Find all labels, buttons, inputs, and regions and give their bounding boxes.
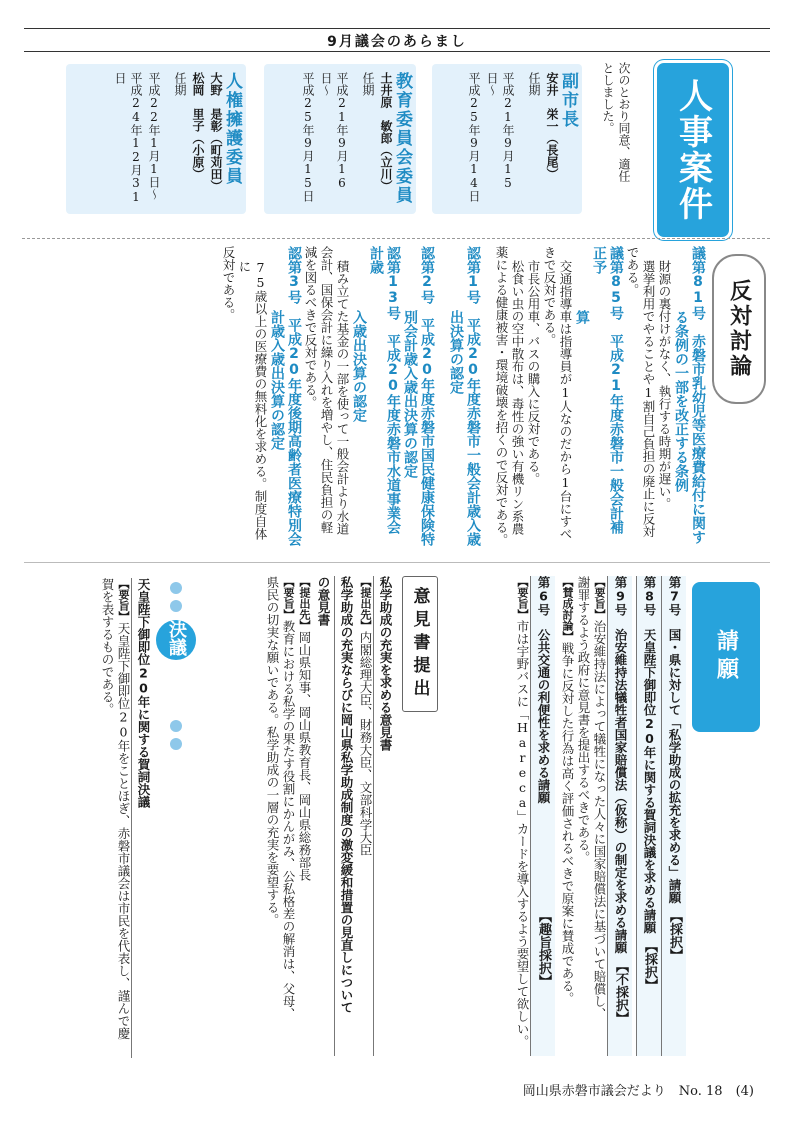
item-title-line2: 計歳入歳出決算の認定 <box>269 310 285 450</box>
card-title: 教育委員会委員 <box>392 72 412 205</box>
opinion-dest <box>357 576 373 1056</box>
item-body-2: 選挙利用でやることや1割自己負担の廃止に反対 <box>641 260 656 538</box>
item-number: 認第2号 <box>419 246 435 304</box>
petition-title: 天皇陛下御即位20年に関する賀詞決議を求める請願 <box>642 628 657 934</box>
item-body-3: 市長公用車、バスの購入に反対である。 <box>526 260 541 485</box>
ketsugi-gist-1 <box>115 578 131 1058</box>
item-body-3: である。 <box>625 246 640 296</box>
debate-tag: 【賛成討論】 <box>561 576 574 642</box>
card-title: 副市長 <box>558 72 578 129</box>
gist-text: 市は宇野バスに「Hareca」カードを導入するよう要望して欲しい。 <box>515 620 530 1048</box>
item-title-line2: 別会計歳入歳出決算の認定 <box>402 310 418 478</box>
item-title <box>689 246 706 546</box>
card-name: 土井原 敏郎（立川） <box>379 72 393 192</box>
item-title-line1: 平成21年度赤磐市一般会計補正予 <box>591 246 624 534</box>
gist-tag: 【要旨】 <box>117 578 130 622</box>
item-body-3: 減を図るべきで反対である。 <box>303 246 318 409</box>
petition-debate <box>559 576 575 1056</box>
jinji-badge: 人事案件 <box>654 60 732 240</box>
petition-title: 国・県に対して「私学助成の拡充を求める」請願 <box>667 628 682 904</box>
opinion-gist-1 <box>280 576 296 1056</box>
item-body-1: 交通指導車は指導員が1人なのだから1台にすべ <box>558 260 573 540</box>
card-term-to: 平成25年9月14日 <box>467 72 481 202</box>
petition-title: 治安維持法犠牲者国家賠償法（仮称）の制定を求める請願 <box>613 628 628 954</box>
opinion-title-line2: の意見書 <box>316 576 331 626</box>
decor-dot <box>170 720 182 732</box>
item-title-line1: 平成20年度後期高齢者医療特別会 <box>286 318 302 546</box>
petition-heading <box>666 576 682 1056</box>
decor-dot <box>170 600 182 612</box>
ketsugi-badge-1 <box>156 620 196 660</box>
opinion-title-line1: 私学助成の充実ならびに岡山県私学助成制度の激変緩和措置の見直しについて <box>334 576 357 1056</box>
petition-gist-1 <box>591 576 607 1056</box>
opinion-title: 私学助成の充実を求める意見書 <box>373 576 396 1056</box>
item-title-line2: 入歳出決算の認定 <box>351 310 367 422</box>
hantai-item-85 <box>493 246 624 546</box>
item-body-1: 財源の裏付けがなく、執行する時期が遅い。 <box>657 260 672 510</box>
petition-6 <box>514 576 555 1056</box>
ketsugi-title: 天皇陛下御即位20年に関する賀詞決議 <box>131 578 154 1058</box>
debate-text: 戦争に反対した行為は高く評価されるべきで原案に賛成である。 <box>560 642 575 1005</box>
hantai-label: 反対討論 <box>712 254 766 404</box>
item-number: 認第13号 <box>385 246 401 320</box>
item-body-5: 薬による健康被害・環境破壊を招くので反対である。 <box>494 246 509 546</box>
petition-number: 第9号 <box>613 576 628 616</box>
ketsugi-body <box>64 578 154 1058</box>
ikensho-label: 意見書提出 <box>402 576 438 712</box>
card-human-rights <box>66 64 246 214</box>
petition-heading <box>530 576 555 1056</box>
item-number: 議第81号 <box>690 246 706 320</box>
card-term-label: 任期 <box>527 72 541 96</box>
card-term-from: 平成21年9月16日〜 <box>319 72 349 190</box>
hantai-item-nin13 <box>302 246 401 546</box>
card-name-1: 大野 是彰（町苅田） <box>209 72 223 192</box>
petition-7 <box>661 576 686 1056</box>
opinion-1 <box>357 576 396 1056</box>
card-term-label: 任期 <box>173 72 187 96</box>
hantai-item-81 <box>624 246 706 546</box>
hantai-item-nin1 <box>447 246 481 546</box>
petition-number: 第8号 <box>642 576 657 616</box>
card-term-label: 任期 <box>361 72 375 96</box>
item-body-1: 積み立てた基金の一部を使って一般会計より水道 <box>335 260 350 535</box>
item-title-line2: 出決算の認定 <box>448 310 464 394</box>
card-term-to: 平成25年9月15日 <box>301 72 315 202</box>
card-term-from: 平成22年1月1日〜 <box>147 72 161 200</box>
petition-result: 【趣旨採択】 <box>536 916 551 988</box>
item-number: 認第1号 <box>465 246 481 304</box>
card-name: 安井 栄一（長尾） <box>545 72 559 180</box>
petition-8 <box>636 576 661 1056</box>
item-title-line1: 平成20年度赤磐市一般会計歳入歳 <box>465 318 481 546</box>
item-number: 認第3号 <box>286 246 302 304</box>
card-term-to: 平成24年12月31日 <box>113 72 143 204</box>
gist-text: 治安維持法によって犠牲になった人々に国家賠償法に基づいて賠償し、 <box>592 620 607 1020</box>
gist-tag: 【要旨】 <box>593 576 606 620</box>
item-title-line1: 赤磐市乳幼児等医療費給付に関す <box>690 334 706 544</box>
dest-text: 内閣総理大臣、財務大臣、文部科学大臣 <box>358 631 373 856</box>
decor-dot <box>170 738 182 750</box>
footer: 岡山県赤磐市議会だより No. 18 (4) <box>522 1084 754 1099</box>
item-title-line1: 平成20年度赤磐市国民健康保険特 <box>419 318 435 546</box>
gist-text: 天皇陛下御即位20年をことほぎ、赤磐市議会は市民を代表し、謹んで慶 <box>116 622 131 1040</box>
card-term-from: 平成21年9月15日〜 <box>485 72 515 190</box>
card-name-2: 松岡 里子（小原） <box>191 72 205 180</box>
petition-gist-2: 謝罪するよう政府に意見書を提出するべきである。 <box>576 576 591 864</box>
hantai-item-nin2 <box>401 246 435 546</box>
petition-result: 【不採択】 <box>613 966 628 1025</box>
ketsugi-char: 決議 <box>166 620 187 656</box>
item-title <box>367 246 401 546</box>
dest-text: 岡山県知事、岡山県教育長、岡山県総務部長 <box>297 631 312 881</box>
petition-result: 【採択】 <box>667 916 682 962</box>
hantai-item-nin3 <box>220 246 302 546</box>
item-title <box>590 246 624 546</box>
petition-9 <box>559 576 632 1056</box>
card-title: 人権擁護委員 <box>222 72 242 186</box>
item-title-line2: 算 <box>574 310 590 324</box>
opinion-dest <box>296 576 312 1056</box>
jinji-intro: 次のとおり同意、適任としました。 <box>601 62 631 182</box>
opinion-gist-2: 県民の切実な願いである。私学助成の一層の充実を要望する。 <box>265 576 280 926</box>
item-title-line2: る条例の一部を改正する条例 <box>673 310 689 492</box>
item-title <box>285 246 302 546</box>
petition-gist-1 <box>514 576 530 1056</box>
item-body-2: 反対である。 <box>221 246 236 321</box>
petition-heading <box>607 576 632 1056</box>
seigan-label: 請願 <box>692 582 760 732</box>
hantai-items <box>60 246 706 546</box>
ketsugi-gist-2: 賀を表するものである。 <box>100 578 115 716</box>
ikensho-items <box>200 576 396 1056</box>
petition-title: 公共交通の利便性を求める請願 <box>536 628 551 804</box>
card-vice-mayor <box>432 64 582 214</box>
item-title <box>418 246 435 546</box>
gist-tag: 【要旨】 <box>282 576 295 620</box>
item-body-1: 75歳以上の医療費の無料化を求める。制度自体に <box>237 260 268 540</box>
petition-heading <box>641 576 657 1056</box>
item-body-2: 会計、国保会計に繰り入れを増やし、住民負担の軽 <box>319 246 334 534</box>
petition-number: 第7号 <box>667 576 682 616</box>
dest-tag: 【提出先】 <box>359 576 372 631</box>
decor-dot <box>170 582 182 594</box>
dest-tag: 【提出先】 <box>298 576 311 631</box>
item-title-line1: 平成20年度赤磐市水道事業会計歳 <box>368 246 401 534</box>
item-number: 議第85号 <box>608 246 624 320</box>
card-education <box>264 64 416 214</box>
seigan-items <box>470 576 686 1056</box>
section-divider <box>24 562 770 563</box>
section-divider <box>22 238 770 239</box>
item-body-4: 松食い虫の空中散布は、毒性の強い有機リン系農 <box>510 260 525 535</box>
page-title: 9月議会のあらまし <box>327 34 467 50</box>
gist-tag: 【要旨】 <box>516 576 529 620</box>
item-title <box>464 246 481 546</box>
petition-number: 第6号 <box>536 576 551 616</box>
petition-result: 【採択】 <box>642 946 657 992</box>
item-body-2: きで反対である。 <box>542 246 557 346</box>
opinion-2 <box>264 576 357 1056</box>
gist-text: 教育における私学の果たす役割にかんがみ、公私格差の解消は、父母、 <box>281 620 296 1020</box>
